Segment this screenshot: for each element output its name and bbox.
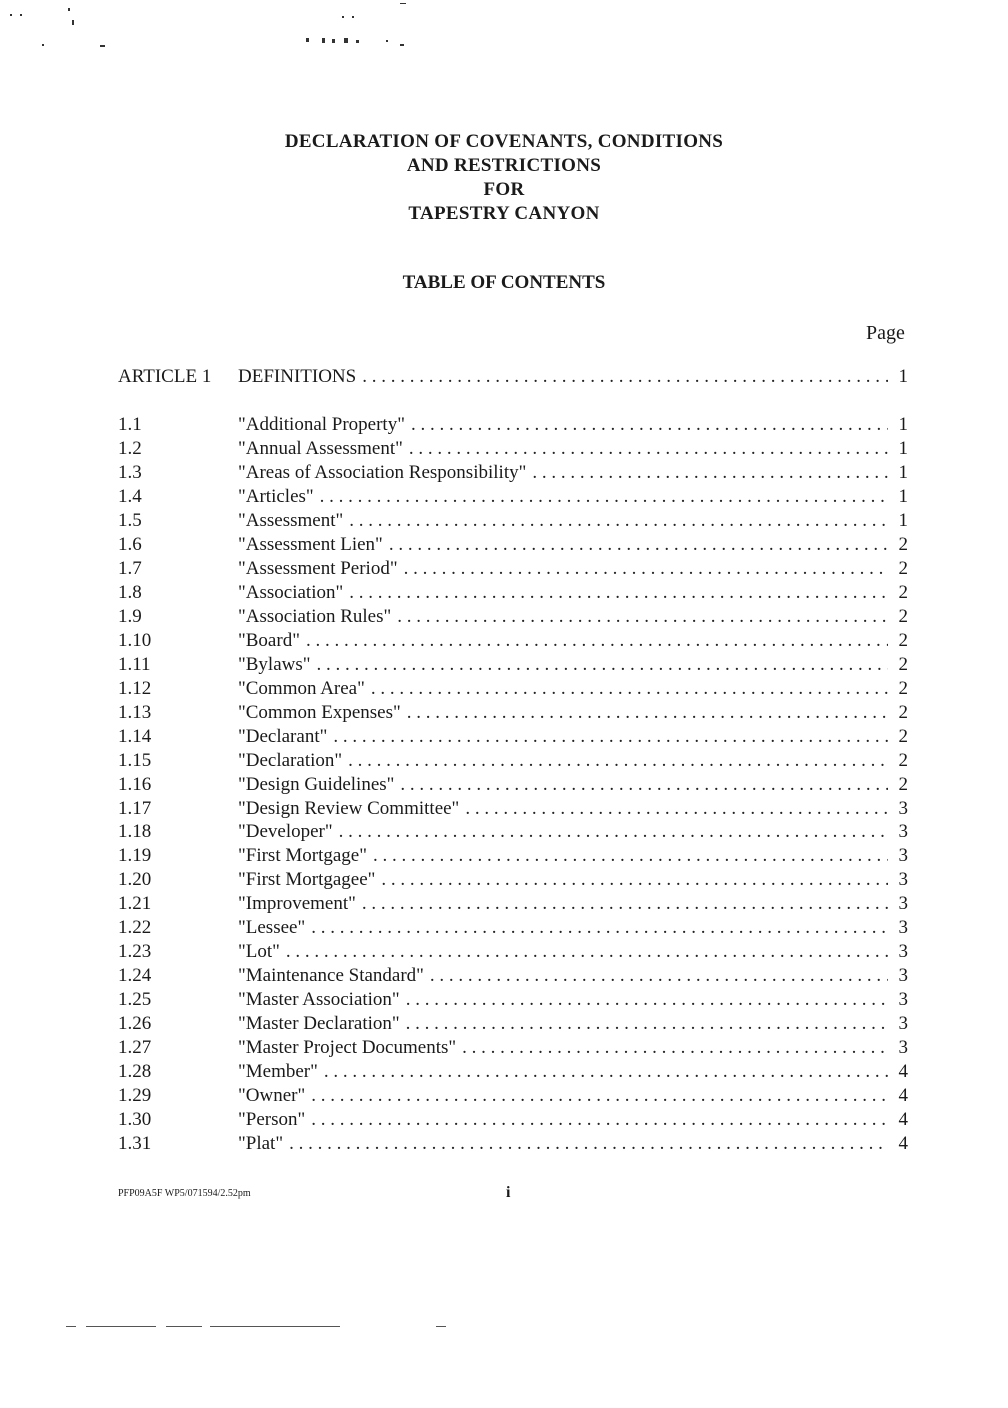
entry-page: 3 [898,917,908,939]
entry-page: 2 [898,653,908,675]
toc-entry-row [118,1109,908,1133]
entry-title: "Improvement" [238,893,356,915]
scan-speck [100,45,105,47]
toc-entry-row [118,462,908,486]
entry-title: "First Mortgagee" [238,869,376,891]
entry-page: 4 [898,1109,908,1131]
entry-number: 1.8 [118,581,142,603]
scan-line [210,1326,340,1327]
entry-number: 1.22 [118,917,152,939]
entry-title: "Annual Assessment" [238,437,403,459]
dot-leader [349,510,888,532]
entry-number: 1.29 [118,1085,152,1107]
dot-leader [409,438,888,460]
dot-leader [333,726,888,748]
entry-page: 2 [898,701,908,723]
entry-number: 1.31 [118,1133,152,1155]
entry-page: 2 [898,749,908,771]
dot-leader [400,774,888,796]
entry-title: "Master Project Documents" [238,1037,457,1059]
document-title [0,130,1008,226]
entry-page: 1 [898,461,908,483]
toc-entry-row [118,1133,908,1157]
entry-title: "Declarant" [238,725,328,747]
entry-title: "Declaration" [238,749,343,771]
entry-number: 1.16 [118,773,152,795]
scan-speck [42,44,44,46]
toc-entry-row [118,582,908,606]
entry-title: "Additional Property" [238,414,405,435]
entry-title: "Design Guidelines" [238,773,395,795]
toc-entry-row [118,798,908,822]
entry-number: 1.19 [118,845,152,867]
toc-entry-row [118,774,908,798]
entry-number: 1.14 [118,725,152,747]
toc-entry-row [118,845,908,869]
entry-page: 3 [898,941,908,963]
entry-title: "Assessment Period" [238,557,398,579]
entry-title: "Association Rules" [238,605,392,627]
entry-number: 1.3 [118,461,142,483]
dot-leader [311,1109,888,1131]
dot-leader [389,534,888,556]
toc-entry-row [118,510,908,534]
scan-speck [20,14,22,16]
entry-title: "Common Area" [238,677,365,699]
dot-leader [381,869,888,891]
article-label: ARTICLE 1 [118,366,212,387]
scan-line [66,1326,76,1327]
entry-title: "Master Association" [238,989,400,1011]
toc-entry-row [118,606,908,630]
dot-leader [320,486,888,508]
entry-page: 3 [898,845,908,867]
scan-speck [342,16,344,18]
scan-speck [68,8,70,11]
entry-page: 3 [898,1013,908,1035]
dot-leader [311,1085,888,1107]
dot-leader [430,965,888,987]
entry-title: "Articles" [238,485,314,507]
entry-number: 1.10 [118,629,152,651]
toc-entry-row [118,558,908,582]
entry-page: 1 [898,414,908,435]
toc-entry-row [118,414,908,438]
entry-page: 4 [898,1061,908,1083]
title-line: DECLARATION OF COVENANTS, CONDITIONS [284,131,724,152]
toc-entry-row [118,917,908,941]
entry-title: "Assessment" [238,509,344,531]
dot-leader [404,558,888,580]
entry-page: 2 [898,533,908,555]
entry-page: 4 [898,1085,908,1107]
dot-leader [532,462,888,484]
entry-number: 1.30 [118,1109,152,1131]
dot-leader [362,893,888,915]
entry-title: "Master Declaration" [238,1013,400,1035]
entry-title: "Lot" [238,941,280,963]
entry-number: 1.9 [118,605,142,627]
scan-speck [352,16,354,18]
dot-leader [362,366,888,388]
entry-title: "Bylaws" [238,653,311,675]
toc-entry-row [118,1085,908,1109]
dot-leader [311,917,888,939]
entry-title: "First Mortgage" [238,845,367,867]
entry-page: 3 [898,797,908,819]
scan-speck [400,44,404,46]
entry-page: 2 [898,773,908,795]
entry-number: 1.23 [118,941,152,963]
dot-leader [289,1133,888,1155]
entry-title: "Lessee" [238,917,306,939]
article-page: 1 [898,366,908,387]
footer-doc-code: PFP09A5F WP5/071594/2.52pm [118,1188,251,1199]
entry-number: 1.21 [118,893,152,915]
toc-entry-row [118,654,908,678]
scan-speck [322,38,325,43]
toc-entry-row [118,869,908,893]
entry-page: 1 [898,437,908,459]
dot-leader [371,678,888,700]
scan-line [166,1326,202,1327]
entry-page: 3 [898,989,908,1011]
entry-title: "Association" [238,581,344,603]
page-column-label: Page [866,322,905,344]
toc-entry-row [118,1061,908,1085]
scan-line [86,1326,156,1327]
toc-entry-row [118,989,908,1013]
entry-page: 3 [898,821,908,843]
toc-entry-row [118,893,908,917]
entry-title: "Plat" [238,1133,284,1155]
scan-speck [72,20,74,25]
toc-entry-row [118,438,908,462]
entry-number: 1.2 [118,437,142,459]
entry-page: 3 [898,1037,908,1059]
dot-leader [462,1037,888,1059]
dot-leader [465,798,888,820]
dot-leader [317,654,888,676]
entry-title: "Design Review Committee" [238,797,460,819]
dot-leader [407,702,888,724]
toc-entry-row [118,678,908,702]
entry-page: 3 [898,869,908,891]
entry-page: 2 [898,677,908,699]
entry-page: 1 [898,485,908,507]
dot-leader [406,989,888,1011]
toc-entry-row [118,965,908,989]
dot-leader [306,630,888,652]
entry-number: 1.15 [118,749,152,771]
toc-entry-row [118,941,908,965]
entry-title: "Owner" [238,1085,306,1107]
scan-speck [306,38,309,42]
entry-title: "Member" [238,1061,318,1083]
entry-page: 2 [898,605,908,627]
entry-page: 2 [898,725,908,747]
entry-number: 1.6 [118,533,142,555]
entry-number: 1.25 [118,989,152,1011]
dot-leader [349,582,888,604]
dot-leader [397,606,888,628]
entry-number: 1.11 [118,653,151,675]
entry-number: 1.13 [118,701,152,723]
entry-number: 1.28 [118,1061,152,1083]
scan-line [436,1326,446,1327]
entry-page: 2 [898,557,908,579]
article-title: DEFINITIONS [238,366,357,387]
scan-speck [386,40,388,42]
scan-speck [344,38,348,43]
entry-number: 1.4 [118,485,142,507]
entry-number: 1.1 [118,414,142,435]
dot-leader [348,750,888,772]
scan-speck [10,14,12,16]
dot-leader [324,1061,888,1083]
entry-number: 1.12 [118,677,152,699]
toc-entry-row [118,750,908,774]
toc-entry-row [118,1037,908,1061]
toc-entry-row [118,702,908,726]
title-line: FOR [483,179,525,200]
entry-page: 2 [898,581,908,603]
scan-speck [400,3,406,4]
toc-entry-row [118,821,908,845]
toc-entry-row [118,726,908,750]
title-line: AND RESTRICTIONS [406,155,602,176]
entry-title: "Board" [238,629,300,651]
dot-leader [339,821,888,843]
entry-page: 3 [898,965,908,987]
dot-leader [411,414,888,436]
entry-title: "Assessment Lien" [238,533,383,555]
entry-number: 1.7 [118,557,142,579]
entry-page: 3 [898,893,908,915]
toc-entry-row [118,1013,908,1037]
entry-number: 1.26 [118,1013,152,1035]
entry-number: 1.18 [118,821,152,843]
toc-entry-row [118,486,908,510]
entry-title: "Maintenance Standard" [238,965,424,987]
entry-number: 1.20 [118,869,152,891]
entry-number: 1.27 [118,1037,152,1059]
entry-title: "Person" [238,1109,306,1131]
entry-title: "Developer" [238,821,333,843]
entry-title: "Common Expenses" [238,701,401,723]
entry-number: 1.17 [118,797,152,819]
footer-page-number: i [506,1184,511,1201]
entry-title: "Areas of Association Responsibility" [238,461,527,483]
entry-page: 1 [898,509,908,531]
toc-entry-row [118,630,908,654]
toc-heading: TABLE OF CONTENTS [402,272,606,293]
entry-page: 4 [898,1133,908,1155]
dot-leader [406,1013,888,1035]
scan-speck [332,39,335,43]
toc-article-row [118,366,908,390]
entry-number: 1.24 [118,965,152,987]
entry-number: 1.5 [118,509,142,531]
toc-entry-row [118,534,908,558]
dot-leader [373,845,888,867]
title-line: TAPESTRY CANYON [408,203,600,224]
dot-leader [286,941,888,963]
entry-page: 2 [898,629,908,651]
scan-speck [356,40,359,43]
